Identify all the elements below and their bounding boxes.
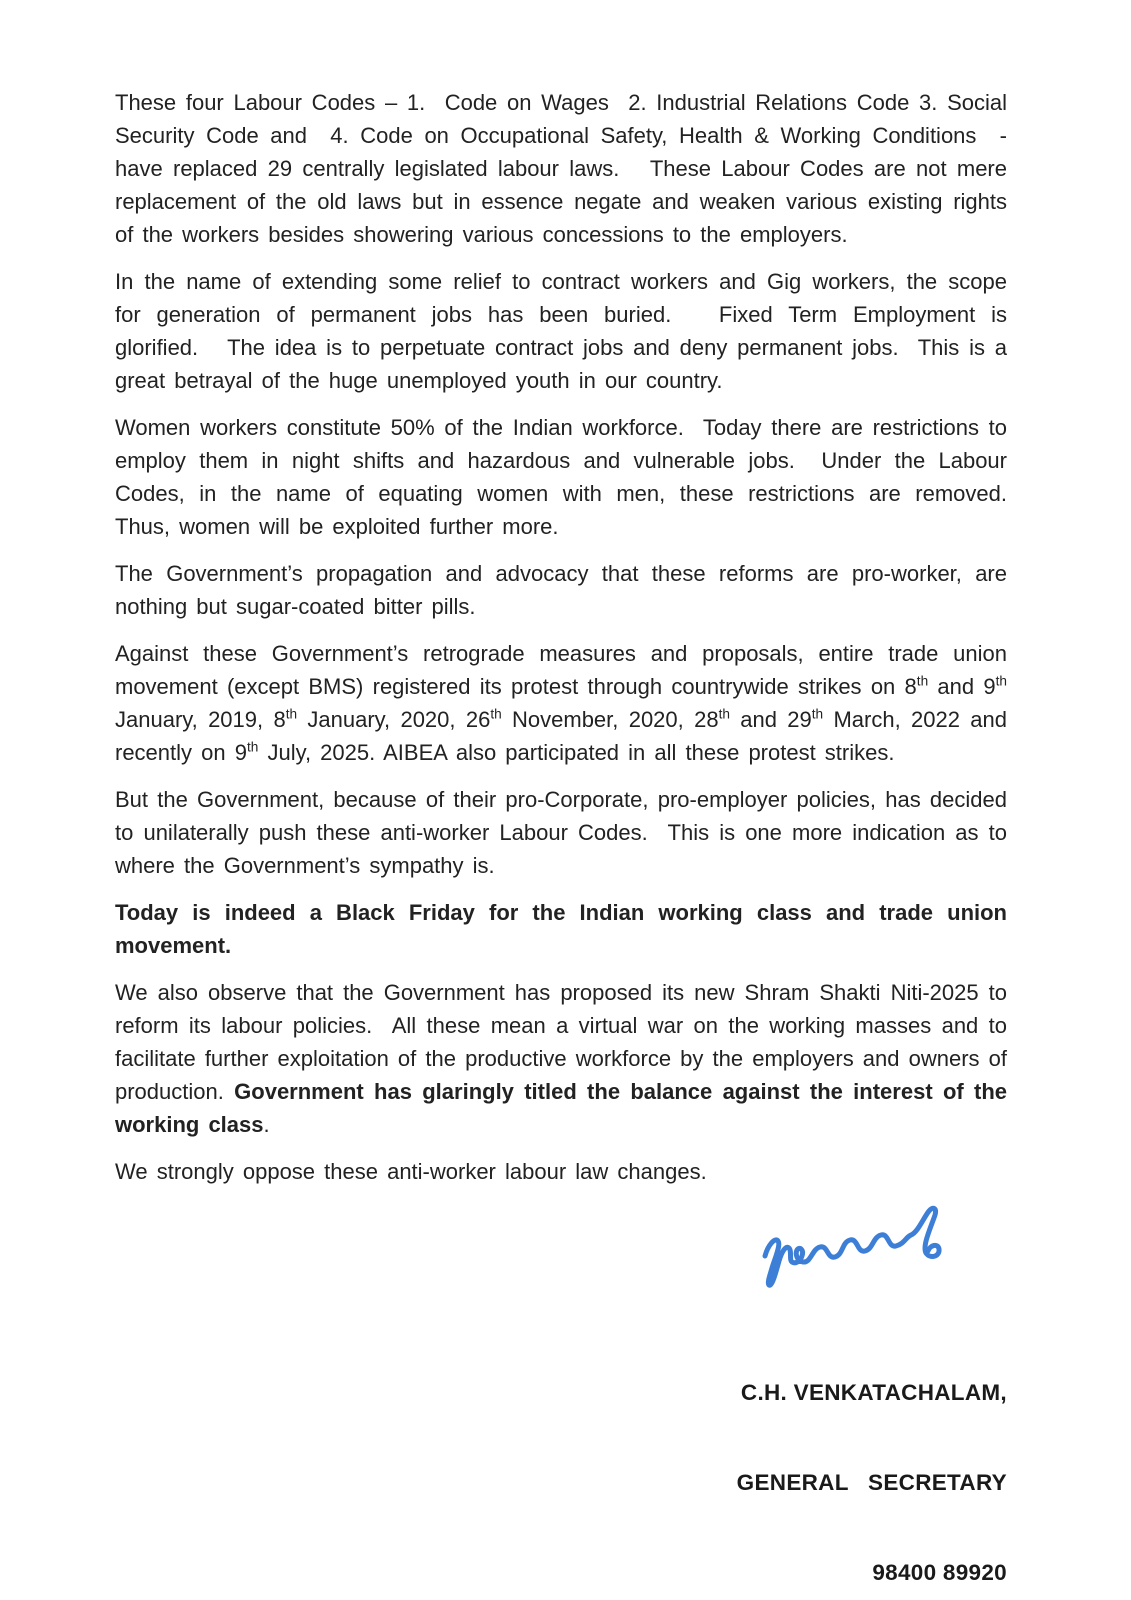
text-segment: Against these Government’s retrograde measures and proposals, entire trade union movement (except BMS) registered its protest through countrywide strikes on 8 xyxy=(115,641,1017,699)
signature-ink-path xyxy=(765,1208,939,1285)
letter-body xyxy=(115,86,1026,1188)
text-segment: We also observe that the Government has proposed its new Shram Shakti Niti-2025 to reform its labour policies. All these mean a virtual war on the working masses and to facilitate further exploitation of the productive workforce by the employers and owners of production. xyxy=(115,980,1017,1104)
paragraph xyxy=(115,1155,1007,1188)
text-segment: Government has glaringly titled the balance against the interest of the working class xyxy=(115,1079,1017,1137)
ordinal-superscript: th xyxy=(811,706,824,722)
ordinal-superscript: th xyxy=(995,673,1007,689)
signer-block xyxy=(115,1318,1007,1600)
ordinal-superscript: th xyxy=(718,706,730,722)
paragraph xyxy=(115,557,1017,623)
signature-block xyxy=(115,1204,1007,1296)
paragraph xyxy=(115,896,1017,962)
text-segment: . xyxy=(263,1112,270,1137)
paragraph xyxy=(115,411,1026,543)
paragraph xyxy=(115,783,1017,882)
text-segment: November, 2020, 28 xyxy=(501,707,719,732)
text-segment: March, 2022 and recently on 9 xyxy=(115,707,1017,765)
text-segment: January, 2020, 26 xyxy=(297,707,491,732)
text-segment: Women workers constitute 50% of the Indian workforce. Today there are restrictions to employ them in night shifts and hazardous and vulnerable jobs. Under the Labour Codes, in the name of equating women with men, these restrictions are removed. Thus, women will be exploited further more. xyxy=(115,415,1026,539)
text-segment: But the Government, because of their pro-Corporate, pro-employer policies, has decided to unilaterally push these anti-worker Labour Codes. This is one more indication as to where the Government’s sympathy is. xyxy=(115,787,1017,878)
paragraph xyxy=(115,976,1017,1141)
text-segment: These four Labour Codes – 1. Code on Wages 2. Industrial Relations Code 3. Social Security Code and 4. Code on Occupational Safety, Health & Working Conditions - have replaced 29 centrally legislated labour laws. These Labour Codes are not mere replacement of the old laws but in essence negate and weaken various existing rights of the workers besides showering various concessions to the employers. xyxy=(115,90,1017,247)
paragraph xyxy=(115,265,1017,397)
text-segment: and 29 xyxy=(729,707,812,732)
text-segment: and 9 xyxy=(928,674,996,699)
ordinal-superscript: th xyxy=(246,739,259,755)
text-segment: January, 2019, 8 xyxy=(115,674,1017,732)
ordinal-superscript: th xyxy=(285,706,298,722)
signer-title: GENERAL SECRETARY xyxy=(736,1470,1007,1495)
text-segment: The Government’s propagation and advocacy that these reforms are pro-worker, are nothing but sugar-coated bitter pills. xyxy=(115,561,1017,619)
signature-scribble xyxy=(755,1204,973,1292)
paragraph xyxy=(115,86,1017,251)
text-segment: Today is indeed a Black Friday for the Indian working class and trade union movement. xyxy=(115,900,1017,958)
text-segment: We strongly oppose these anti-worker labour law changes. xyxy=(115,1159,707,1184)
signer-name: C.H. VENKATACHALAM, xyxy=(740,1380,1007,1405)
signer-phone: 98400 89920 xyxy=(872,1560,1007,1585)
ordinal-superscript: th xyxy=(490,706,502,722)
ordinal-superscript: th xyxy=(916,673,929,689)
paragraph xyxy=(115,637,1017,769)
text-segment: July, 2025. AIBEA also participated in all these protest strikes. xyxy=(258,740,895,765)
text-segment: In the name of extending some relief to contract workers and Gig workers, the scope for generation of permanent jobs has been buried. Fixed Term Employment is glorified. The idea is to perpetuate contract jobs and deny permanent jobs. This is a great betrayal of the huge unemployed youth in our country. xyxy=(115,269,1017,393)
